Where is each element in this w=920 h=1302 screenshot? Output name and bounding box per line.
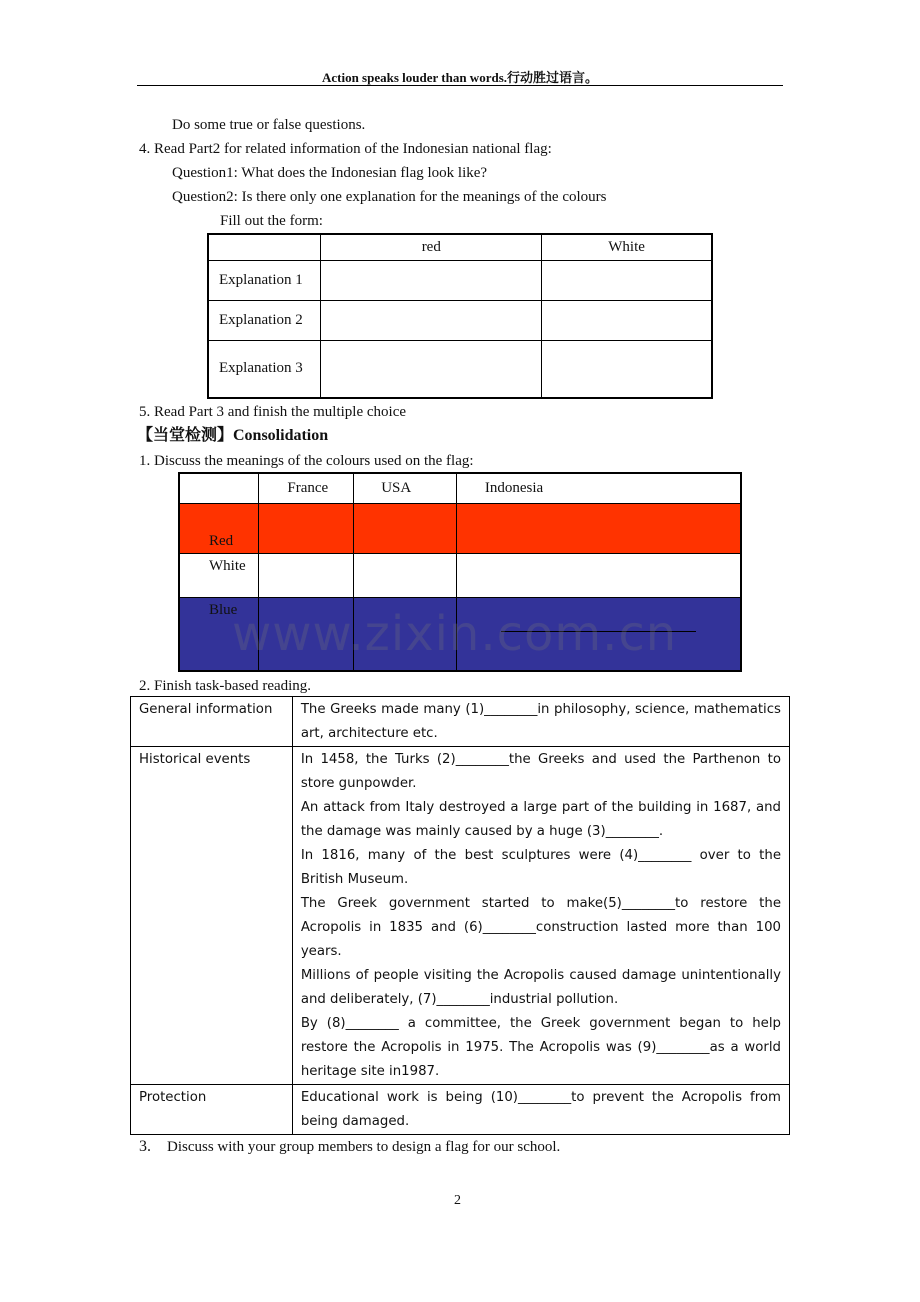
form-cell-input[interactable]	[542, 300, 712, 340]
page-number: 2	[454, 1193, 461, 1208]
tf-instruction: Do some true or false questions.	[172, 117, 366, 133]
task-reading-instruction: 2. Finish task-based reading.	[139, 678, 312, 694]
item-5: 5. Read Part 3 and finish the multiple choice	[139, 404, 407, 420]
flag-cell[interactable]	[354, 503, 457, 553]
flag-cell[interactable]	[456, 503, 741, 553]
form-header-blank	[208, 234, 321, 260]
task-paragraph: Educational work is being (10)________to prevent the Acropolis from being damaged.	[300, 1090, 781, 1129]
flag-header-france: France	[259, 473, 354, 503]
discuss-colours-instruction: 1. Discuss the meanings of the colours used on the flag:	[139, 453, 474, 469]
flag-row-white	[179, 553, 741, 597]
flag-row-red	[179, 503, 741, 553]
flag-row-label: Blue	[179, 597, 259, 671]
fill-form-instruction: Fill out the form:	[220, 213, 323, 229]
flag-header-usa: USA	[354, 473, 457, 503]
task-row-label: General information	[131, 697, 293, 747]
task-paragraph: An attack from Italy destroyed a large part of the building in 1687, and the damage was mainly caused by a huge (3)________.	[300, 800, 781, 839]
flag-row-label: Red	[179, 503, 259, 553]
explanation-form-table	[207, 233, 713, 399]
form-row-label: Explanation 3	[208, 340, 321, 398]
table-row	[131, 697, 790, 747]
task-paragraph: The Greeks made many (1)________in philosophy, science, mathematics art, architecture etc.	[300, 702, 781, 741]
question-1: Question1: What does the Indonesian flag look like?	[172, 165, 488, 181]
task-row-content	[292, 747, 789, 1085]
flag-row-label: White	[179, 553, 259, 597]
flag-cell[interactable]	[259, 553, 354, 597]
flag-cell[interactable]	[259, 503, 354, 553]
form-cell-input[interactable]	[321, 340, 542, 398]
task-row-label: Protection	[131, 1085, 293, 1135]
question-2: Question2: Is there only one explanation for the meanings of the colours	[172, 189, 607, 205]
form-header-red: red	[321, 234, 542, 260]
table-row	[131, 1085, 790, 1135]
flag-header-blank	[179, 473, 259, 503]
page-header-motto: Action speaks louder than words.行动胜过语言。	[321, 70, 599, 85]
task-paragraph: Millions of people visiting the Acropolis caused damage unintentionally and deliberately, (7)________industrial pollution.	[300, 968, 781, 1007]
item-3-number: 3.	[139, 1138, 151, 1155]
task-paragraph: The Greek government started to make(5)________to restore the Acropolis in 1835 and (6)________construction lasted more than 100 years.	[300, 896, 781, 959]
task-paragraph: In 1816, many of the best sculptures were (4)________ over to the British Museum.	[300, 848, 781, 887]
task-row-content	[292, 1085, 789, 1135]
form-cell-input[interactable]	[542, 340, 712, 398]
task-row-content	[292, 697, 789, 747]
header-rule	[137, 85, 783, 86]
form-row-label: Explanation 2	[208, 300, 321, 340]
flag-cell[interactable]	[456, 553, 741, 597]
watermark: www.zixin.com.cn	[232, 606, 678, 662]
task-paragraph: By (8)________ a committee, the Greek government began to help restore the Acropolis in 1975. The Acropolis was (9)________as a world heritage site in1987.	[300, 1016, 781, 1079]
form-row-label: Explanation 1	[208, 260, 321, 300]
task-paragraph: In 1458, the Turks (2)________the Greeks and used the Parthenon to store gunpowder.	[300, 752, 781, 791]
item-4: 4. Read Part2 for related information of the Indonesian national flag:	[139, 141, 552, 157]
flag-cell[interactable]	[354, 553, 457, 597]
form-cell-input[interactable]	[542, 260, 712, 300]
table-row	[131, 747, 790, 1085]
flag-header-indonesia: Indonesia	[456, 473, 741, 503]
task-reading-table	[130, 696, 790, 1135]
item-3-text: Discuss with your group members to design a flag for our school.	[167, 1139, 561, 1155]
form-cell-input[interactable]	[321, 300, 542, 340]
task-row-label: Historical events	[131, 747, 293, 1085]
form-header-white: White	[542, 234, 712, 260]
form-cell-input[interactable]	[321, 260, 542, 300]
consolidation-heading: 【当堂检测】Consolidation	[137, 427, 329, 444]
